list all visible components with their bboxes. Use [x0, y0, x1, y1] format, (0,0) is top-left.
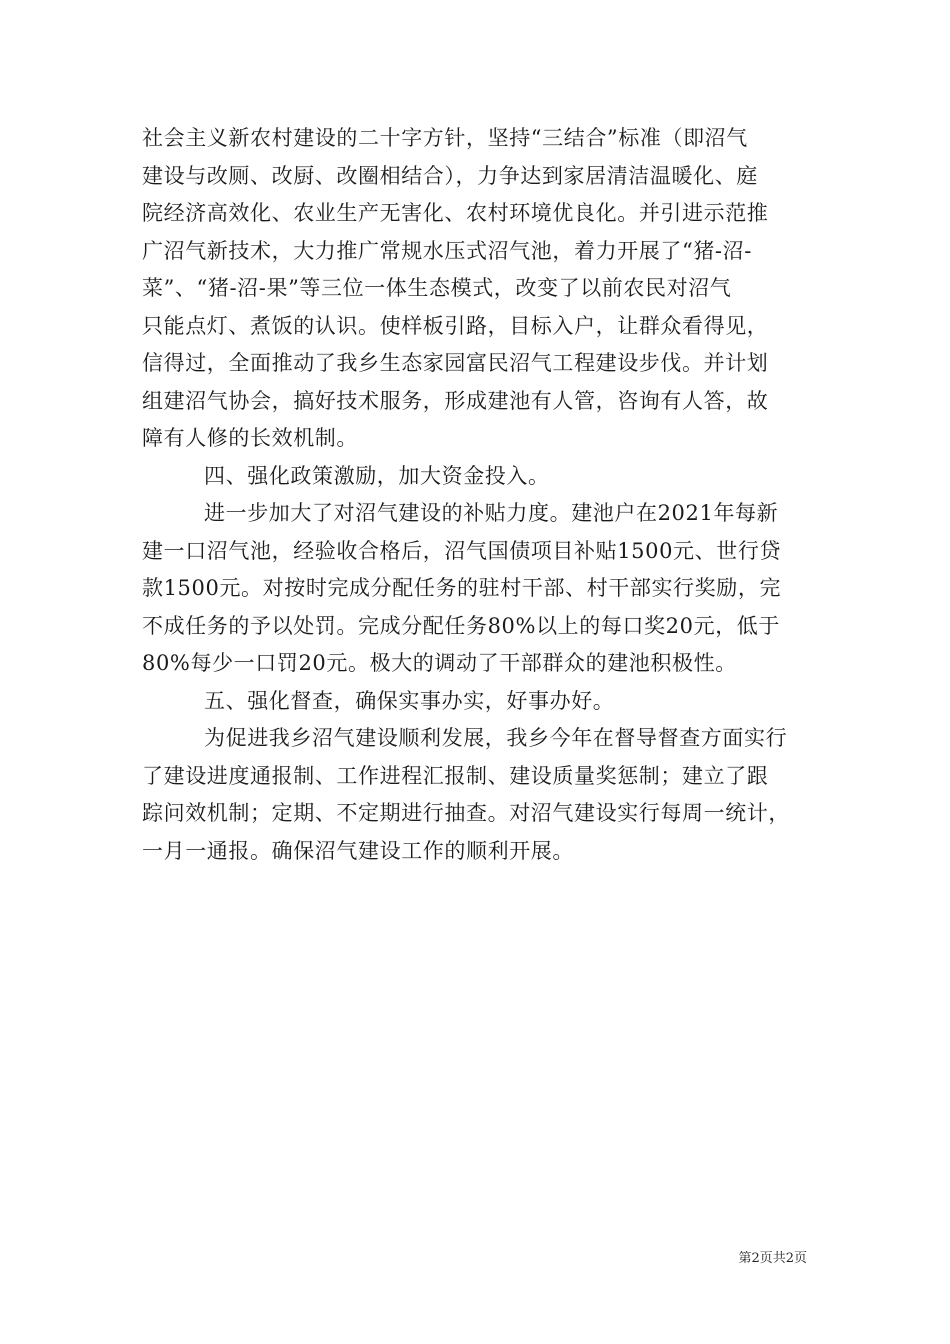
page-number: 第2页共2页 [738, 1251, 807, 1266]
section-heading: 五、强化督查，确保实事办实，好事办好。 [204, 688, 615, 713]
text-line: 院经济高效化、农业生产无害化、农村环境优良化。并引进示范推 [142, 201, 769, 225]
text-line: 广沼气新技术，大力推广常规水压式沼气池，着力开展了“猪-沼- [142, 238, 752, 263]
text-line: 建一口沼气池，经验收合格后，沼气国债项目补贴1500元、世行贷 [142, 538, 782, 563]
text-line: 只能点灯、煮饭的认识。使样板引路，目标入户，让群众看得见， [142, 313, 769, 338]
text-line: 踪问效机制；定期、不定期进行抽查。对沼气建设实行每周一统计， [142, 801, 790, 825]
text-line: 组建沼气协会，搞好技术服务，形成建池有人管，咨询有人答，故 [142, 388, 769, 413]
text-line: 菜”、“猪-沼-果”等三位一体生态模式，改变了以前农民对沼气 [142, 276, 732, 300]
text-line: 为促进我乡沼气建设顺利发展，我乡今年在督导督查方面实行 [204, 726, 788, 750]
text-line: 款1500元。对按时完成分配任务的驻村干部、村干部实行奖励，完 [142, 576, 782, 600]
text-line: 社会主义新农村建设的二十字方针，坚持“三结合”标准（即沼气 [142, 126, 748, 150]
body-text [142, 120, 810, 870]
text-line: 进一步加大了对沼气建设的补贴力度。建池户在2021年每新 [204, 501, 779, 525]
text-line: 不成任务的予以处罚。完成分配任务80%以上的每口奖20元，低于 [142, 613, 780, 638]
text-line: 80%每少一口罚20元。极大的调动了干部群众的建池积极性。 [142, 651, 737, 675]
text-line: 信得过，全面推动了我乡生态家园富民沼气工程建设步伐。并计划 [142, 351, 769, 375]
text-line: 建设与改厕、改厨、改圈相结合），力争达到家居清洁温暖化、庭 [142, 163, 758, 188]
text-line: 一月一通报。确保沼气建设工作的顺利开展。 [142, 838, 574, 863]
text-line: 障有人修的长效机制。 [142, 426, 358, 450]
text-line: 了建设进度通报制、工作进程汇报制、建设质量奖惩制；建立了跟 [142, 763, 769, 788]
section-heading: 四、强化政策激励，加大资金投入。 [204, 463, 550, 488]
